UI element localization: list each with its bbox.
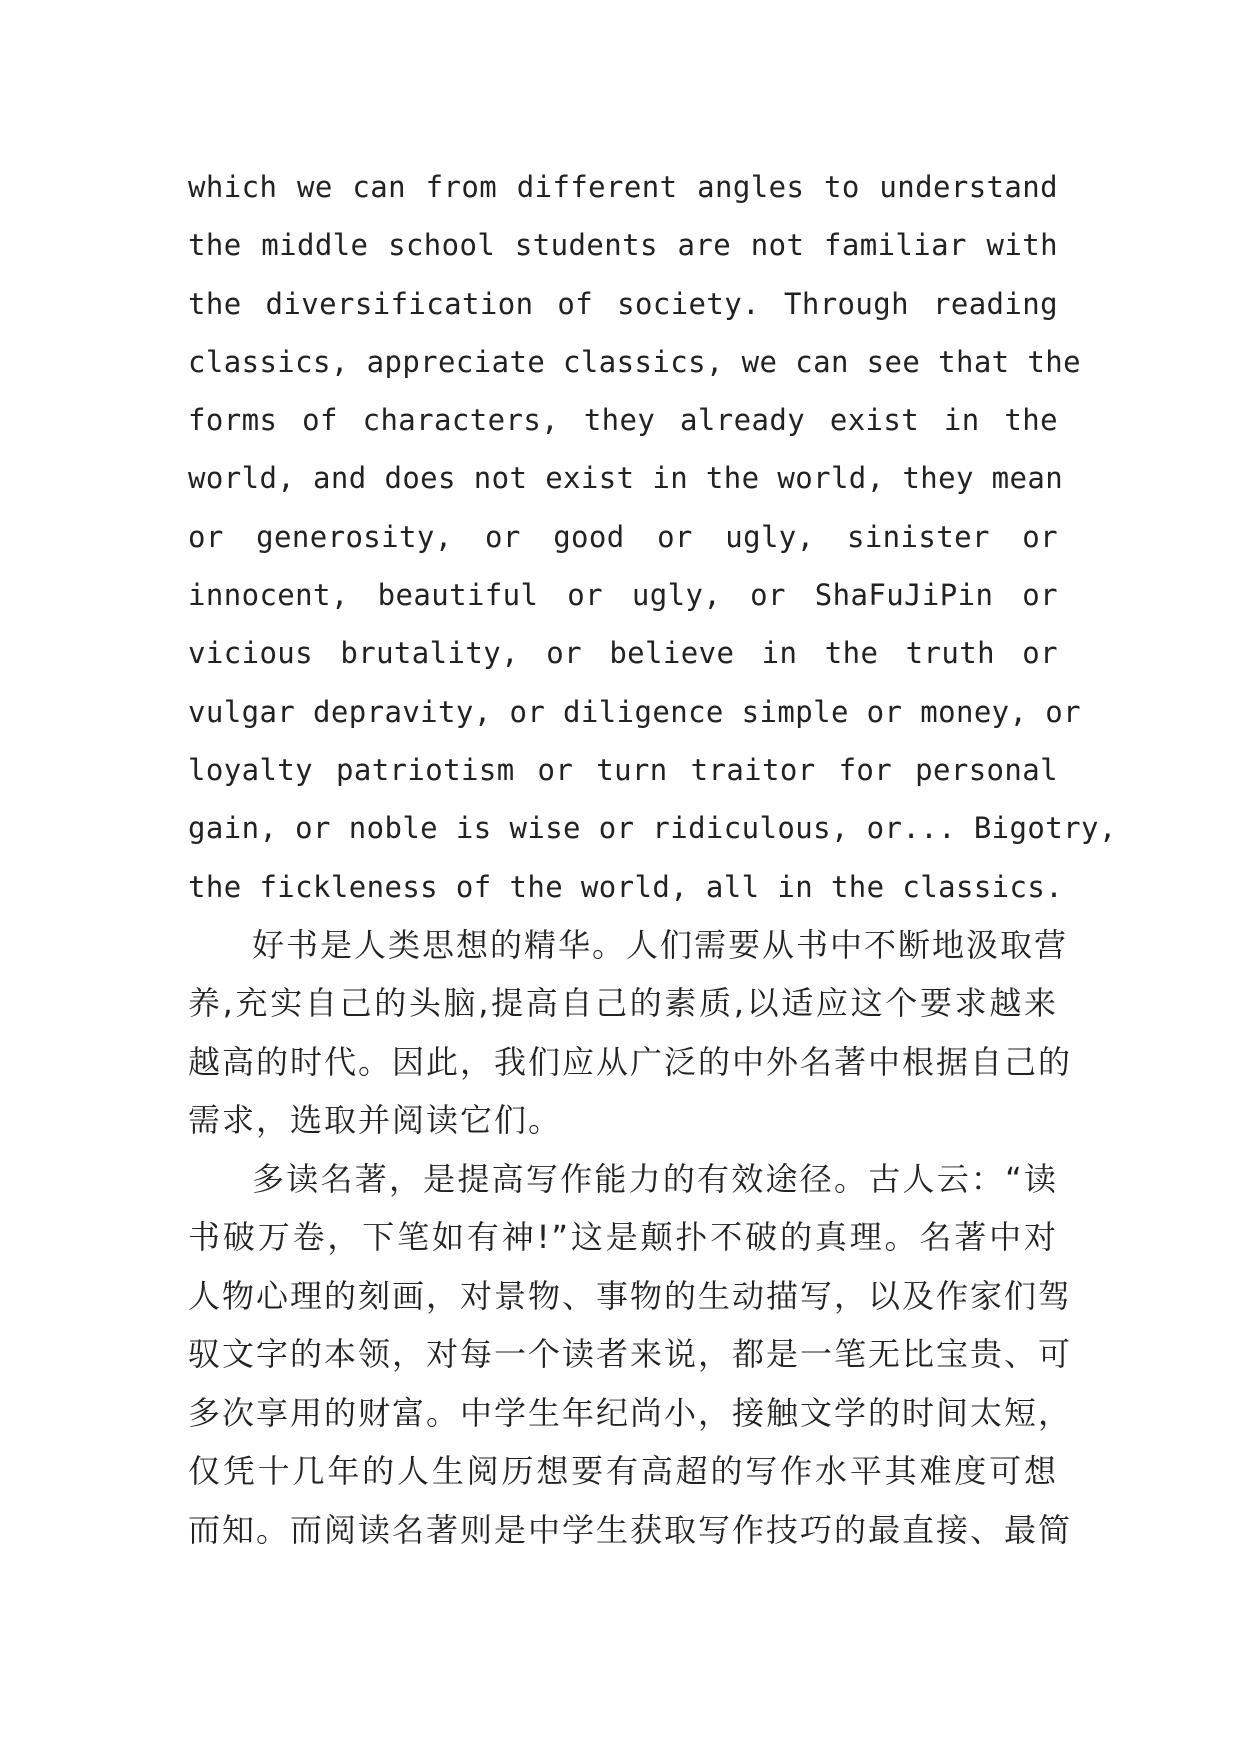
- text-line: 驭文字的本领，对每一个读者来说，都是一笔无比宝贵、可: [188, 1335, 1073, 1374]
- text-line: world, and does not exist in the world, they mean: [188, 461, 1064, 496]
- chinese-paragraph-1: [188, 916, 1073, 1150]
- text-line: classics, appreciate classics, we can see that the: [188, 344, 1081, 379]
- text-line: 而知。而阅读名著则是中学生获取写作技巧的最直接、最简: [188, 1510, 1073, 1549]
- text-line: 好书是人类思想的精华。人们需要从书中不断地汲取营: [252, 925, 1069, 964]
- chinese-paragraph-2: [188, 1150, 1073, 1560]
- english-paragraph: [188, 158, 1117, 916]
- text-line: loyalty patriotism or turn traitor for personal: [188, 752, 1058, 787]
- text-line: 养,充实自己的头脑,提高自己的素质,以适应这个要求越来: [188, 984, 1058, 1023]
- text-line: 越高的时代。因此，我们应从广泛的中外名著中根据自己的: [188, 1042, 1073, 1081]
- text-line: 需求，选取并阅读它们。: [188, 1101, 563, 1140]
- text-line: or generosity, or good or ugly, sinister or: [188, 519, 1058, 554]
- text-line: gain, or noble is wise or ridiculous, or... Bigotry,: [188, 811, 1117, 846]
- text-line: the middle school students are not familiar with: [188, 228, 1058, 263]
- text-line: 多读名著，是提高写作能力的有效途径。古人云：“读: [252, 1159, 1058, 1198]
- text-line: 人物心理的刻画，对景物、事物的生动描写，以及作家们驾: [188, 1276, 1073, 1315]
- text-line: innocent, beautiful or ugly, or ShaFuJiPin or: [188, 578, 1058, 613]
- text-line: which we can from different angles to understand: [188, 170, 1058, 204]
- text-line: vulgar depravity, or diligence simple or money, or: [188, 694, 1081, 729]
- text-line: the diversification of society. Through reading: [188, 286, 1058, 321]
- text-line: 多次享用的财富。中学生年纪尚小，接触文学的时间太短，: [188, 1393, 1073, 1432]
- text-line: forms of characters, they already exist in the: [188, 403, 1058, 438]
- text-line: 仅凭十几年的人生阅历想要有高超的写作水平其难度可想: [188, 1452, 1058, 1491]
- text-line: 书破万卷，下笔如有神!”这是颠扑不破的真理。名著中对: [188, 1218, 1058, 1257]
- document-page: [188, 158, 1117, 1559]
- text-line: vicious brutality, or believe in the truth or: [188, 636, 1058, 671]
- text-line: the fickleness of the world, all in the classics.: [188, 869, 1064, 904]
